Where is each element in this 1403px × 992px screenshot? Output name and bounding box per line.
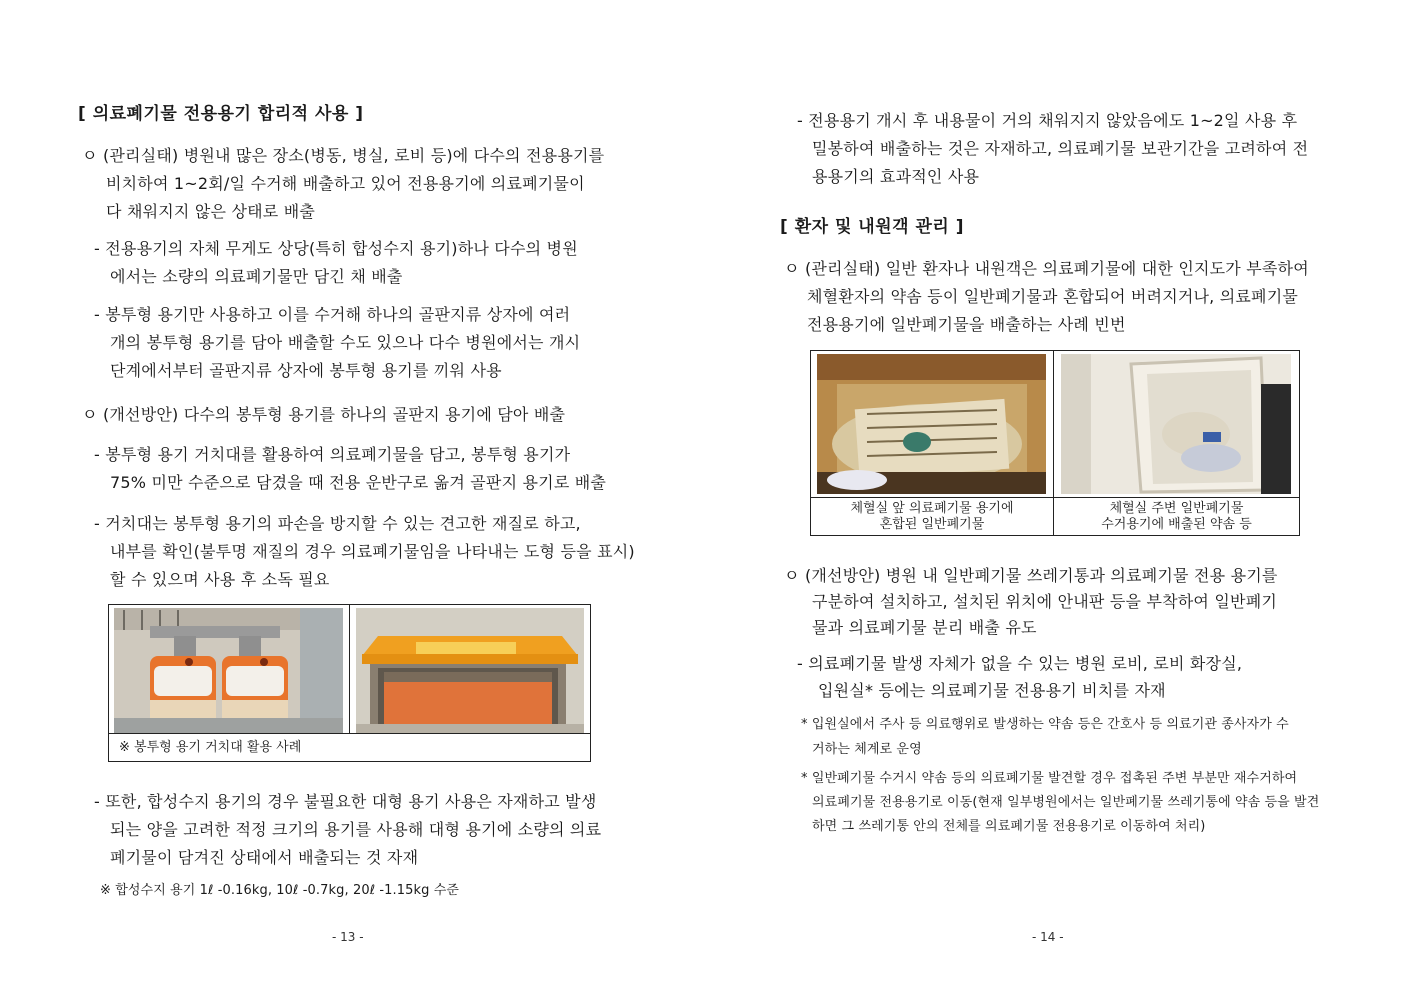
text-line: ㅇ (개선방안) 다수의 봉투형 용기를 하나의 골판지 용기에 담아 배출 — [82, 405, 566, 424]
text-line: - 봉투형 용기 거치대를 활용하여 의료폐기물을 담고, 봉투형 용기가 — [94, 445, 571, 464]
text-line: - 의료폐기물 발생 자체가 없을 수 있는 병원 로비, 로비 화장실, — [797, 654, 1243, 673]
text-line: - 거치대는 봉투형 용기의 파손을 방지할 수 있는 견고한 재질로 하고, — [94, 514, 581, 533]
text-line: 비치하여 1~2회/일 수거해 배출하고 있어 전용용기에 의료폐기물이 — [106, 174, 585, 193]
note-line: 하면 그 쓰레기통 안의 전체를 의료폐기물 전용용기로 이동하여 처리) — [812, 819, 1206, 834]
note-line: * 일반폐기물 수거시 약솜 등의 의료폐기물 발견할 경우 접촉된 주변 부분만 재수거하여 — [801, 771, 1298, 786]
right-page — [701, 0, 1403, 992]
text-line: ㅇ (관리실태) 병원내 많은 장소(병동, 병실, 로비 등)에 다수의 전용용기를 — [82, 146, 605, 165]
text-line: 에서는 소량의 의료폐기물만 담긴 채 배출 — [110, 267, 403, 286]
text-line: 개의 봉투형 용기를 담아 배출할 수도 있으나 다수 병원에서는 개시 — [110, 333, 581, 352]
footnote: ※ 합성수지 용기 1ℓ -0.16kg, 10ℓ -0.7kg, 20ℓ -1.15kg 수준 — [100, 883, 460, 898]
text-line: 할 수 있으며 사용 후 소독 필요 — [110, 570, 330, 589]
text-line: 다 채워지지 않은 상태로 배출 — [106, 202, 316, 221]
text-line: ㅇ (개선방안) 병원 내 일반폐기물 쓰레기통과 의료폐기물 전용 용기를 — [784, 566, 1278, 585]
figure-waste-examples — [810, 350, 1300, 536]
page-number: - 13 - — [332, 930, 364, 944]
note-line: * 입원실에서 주사 등 의료행위로 발생하는 약솜 등은 간호사 등 의료기관 종사자가 수 — [801, 717, 1289, 732]
text-line: - 전용용기 개시 후 내용물이 거의 채워지지 않았음에도 1~2일 사용 후 — [797, 111, 1298, 130]
note-line: 거하는 체계로 운영 — [812, 742, 922, 757]
general-bin-photo — [1061, 354, 1291, 494]
section-heading: [ 환자 및 내원객 관리 ] — [780, 217, 965, 237]
text-line: - 봉투형 용기만 사용하고 이를 수거해 하나의 골판지류 상자에 여러 — [94, 305, 571, 324]
text-line: 구분하여 설치하고, 설치된 위치에 안내판 등을 부착하여 일반폐기 — [812, 592, 1278, 611]
text-line: ㅇ (관리실태) 일반 환자나 내원객은 의료폐기물에 대한 인지도가 부족하여 — [784, 259, 1309, 278]
text-line: 75% 미만 수준으로 담겼을 때 전용 운반구로 옮겨 골판지 용기로 배출 — [110, 473, 607, 492]
figure-holder-example — [108, 604, 591, 762]
text-line: 물과 의료폐기물 분리 배출 유도 — [812, 618, 1037, 637]
note-line: 의료폐기물 전용용기로 이동(현재 일부병원에서는 일반폐기물 쓰레기통에 약솜 등을 발견 — [812, 795, 1320, 810]
text-line: 전용용기에 일반폐기물을 배출하는 사례 빈번 — [807, 315, 1126, 334]
holder-photo-2 — [356, 608, 584, 734]
text-line: 밀봉하여 배출하는 것은 자재하고, 의료폐기물 보관기간을 고려하여 전 — [812, 139, 1309, 158]
text-line: 단계에서부터 골판지류 상자에 봉투형 용기를 끼워 사용 — [110, 361, 502, 380]
holder-photo-1 — [114, 608, 343, 734]
text-line: 폐기물이 담겨진 상태에서 배출되는 것 자재 — [110, 848, 419, 867]
text-line: - 전용용기의 자체 무게도 상당(특히 합성수지 용기)하나 다수의 병원 — [94, 239, 578, 258]
page-number: - 14 - — [1032, 930, 1064, 944]
text-line: - 또한, 합성수지 용기의 경우 불필요한 대형 용기 사용은 자재하고 발생 — [94, 792, 597, 811]
figure-caption: ※ 봉투형 용기 거치대 활용 사례 — [119, 740, 302, 755]
figure-caption-right: 체혈실 주변 일반폐기물 수거용기에 배출된 약솜 등 — [1101, 501, 1252, 532]
mixed-waste-photo — [817, 354, 1046, 494]
left-page — [0, 0, 701, 992]
text-line: 체혈환자의 약솜 등이 일반폐기물과 혼합되어 버려지거나, 의료폐기물 — [807, 287, 1299, 306]
section-heading: [ 의료폐기물 전용용기 합리적 사용 ] — [78, 104, 364, 124]
figure-caption-left: 체혈실 앞 의료폐기물 용기에 혼합된 일반폐기물 — [850, 501, 1014, 532]
text-line: 되는 양을 고려한 적정 크기의 용기를 사용해 대형 용기에 소량의 의료 — [110, 820, 602, 839]
text-line: 용용기의 효과적인 사용 — [812, 167, 980, 186]
text-line: 내부를 확인(불투명 재질의 경우 의료폐기물임을 나타내는 도형 등을 표시) — [110, 542, 635, 561]
text-line: 입원실* 등에는 의료폐기물 전용용기 비치를 자재 — [818, 681, 1166, 700]
